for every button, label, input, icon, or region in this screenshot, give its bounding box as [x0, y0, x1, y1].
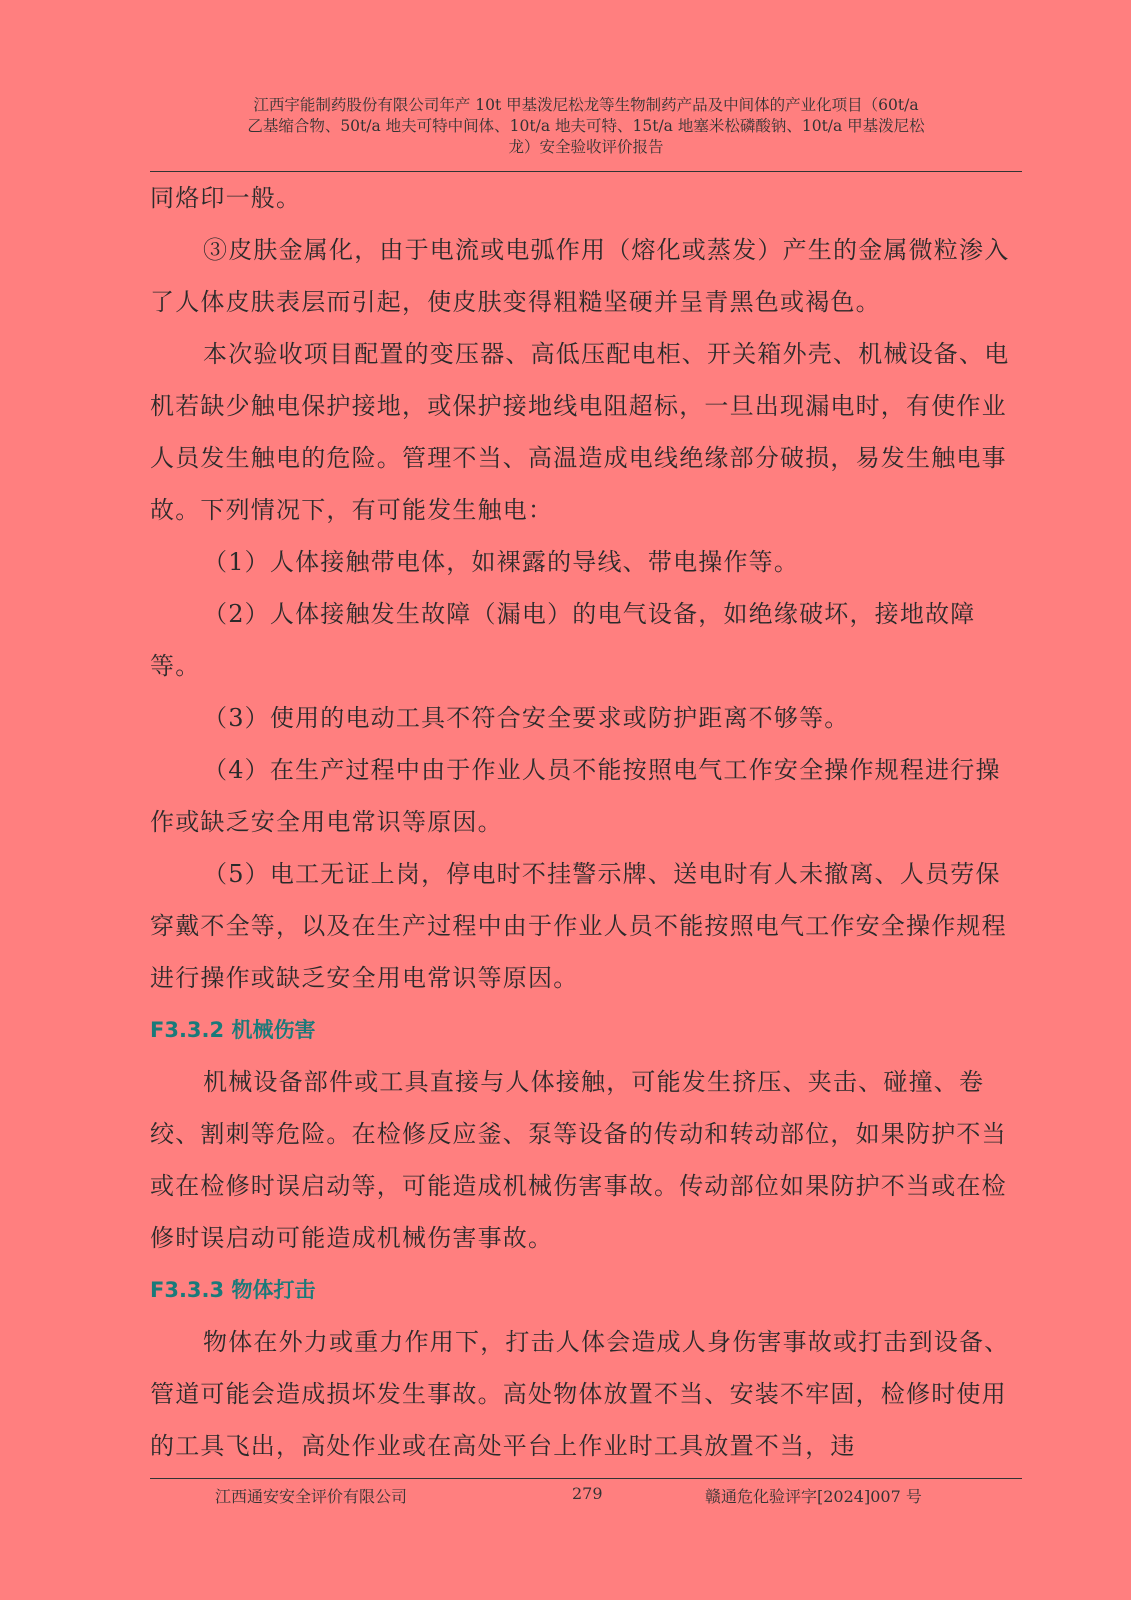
- paragraph-object-strike: 物体在外力或重力作用下，打击人体会造成人身伤害事故或打击到设备、管道可能会造成损坏发生事故。高处物体放置不当、安装不牢固，检修时使用的工具飞出，高处作业或在高处平台上作业时工具放置不当，违: [150, 1328, 1010, 1460]
- document-number: 赣通危化验评字[2024]007 号: [705, 1487, 922, 1506]
- section-heading-mechanical-injury: F3.3.2 机械伤害: [150, 1018, 316, 1042]
- page-number: 279: [572, 1484, 603, 1503]
- header-title-line-2: 乙基缩合物、50t/a 地夫可特中间体、10t/a 地夫可特、15t/a 地塞米松磷酸钠、10t/a 甲基泼尼松: [247, 117, 925, 135]
- footer-divider: [150, 1478, 1022, 1479]
- list-item-3: （3）使用的电动工具不符合安全要求或防护距离不够等。: [203, 704, 850, 732]
- section-heading-object-strike: F3.3.3 物体打击: [150, 1278, 316, 1302]
- header-title-line-1: 江西宇能制药股份有限公司年产 10t 甲基泼尼松龙等生物制药产品及中间体的产业化项目（60t/a: [253, 96, 919, 114]
- header-title-line-3: 龙）安全验收评价报告: [508, 138, 664, 156]
- paragraph-electric-shock-risk: 本次验收项目配置的变压器、高低压配电柜、开关箱外壳、机械设备、电机若缺少触电保护接地，或保护接地线电阻超标，一旦出现漏电时，有使作业人员发生触电的危险。管理不当、高温造成电线绝缘部分破损，易发生触电事故。下列情况下，有可能发生触电：: [150, 340, 1010, 524]
- paragraph-continuation: 同烙印一般。: [150, 184, 302, 212]
- document-body: [150, 172, 1022, 1472]
- list-item-5: （5）电工无证上岗，停电时不挂警示牌、送电时有人未撤离、人员劳保穿戴不全等，以及在生产过程中由于作业人员不能按照电气工作安全操作规程进行操作或缺乏安全用电常识等原因。: [150, 860, 1007, 992]
- list-item-1: （1）人体接触带电体，如裸露的导线、带电操作等。: [203, 548, 800, 576]
- page-header: [150, 95, 1022, 158]
- paragraph-skin-metallization: ③皮肤金属化，由于电流或电弧作用（熔化或蒸发）产生的金属微粒渗入了人体皮肤表层而引起，使皮肤变得粗糙坚硬并呈青黑色或褐色。: [150, 236, 1010, 316]
- list-item-2: （2）人体接触发生故障（漏电）的电气设备，如绝缘破坏，接地故障等。: [150, 600, 976, 680]
- paragraph-mechanical-injury: 机械设备部件或工具直接与人体接触，可能发生挤压、夹击、碰撞、卷绞、割刺等危险。在检修反应釜、泵等设备的传动和转动部位，如果防护不当或在检修时误启动等，可能造成机械伤害事故。传动部位如果防护不当或在检修时误启动可能造成机械伤害事故。: [150, 1068, 1007, 1252]
- list-item-4: （4）在生产过程中由于作业人员不能按照电气工作安全操作规程进行操作或缺乏安全用电常识等原因。: [150, 756, 1001, 836]
- footer-company: 江西通安安全评价有限公司: [215, 1487, 408, 1506]
